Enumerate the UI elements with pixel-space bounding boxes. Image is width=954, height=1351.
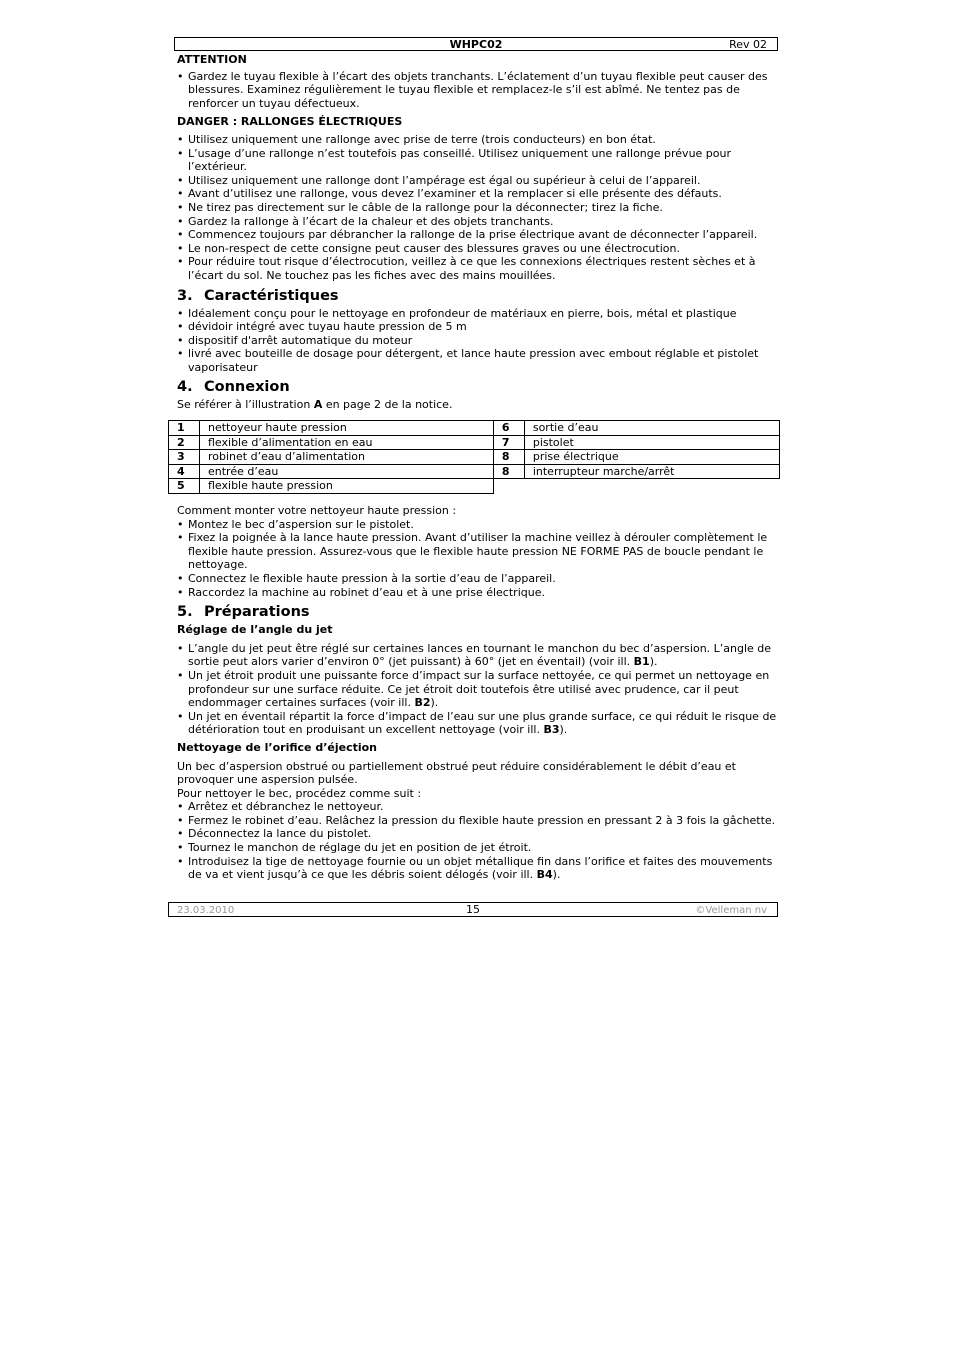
section-5-heading: 5. Préparations	[177, 604, 310, 621]
content-top	[177, 53, 779, 412]
content-bottom	[177, 504, 779, 882]
list-item: • Fixez la poignée à la lance haute pression. Avant d’utiliser la machine veillez à dérouler complètement le flexible haute pression. Assurez-vous que le flexible haute pression NE FORME PAS de boucle pendant le nettoyage.	[177, 531, 779, 572]
list-item: • Un jet en éventail répartit la force d’impact de l’eau sur une plus grande surface, ce qui réduit le risque de détérioration tout en produisant un excellent nettoyage (voir ill. B3).	[177, 710, 779, 737]
nozzle-cleaning-list	[177, 800, 779, 882]
page-footer	[168, 902, 778, 917]
attention-label: ATTENTION	[177, 53, 247, 66]
table-row: 5 flexible haute pression	[169, 479, 780, 494]
danger-list	[177, 133, 779, 283]
page-number: 15	[466, 903, 480, 916]
model-number: WHPC02	[449, 38, 503, 51]
attention-list	[177, 70, 779, 111]
list-item: • Idéalement conçu pour le nettoyage en profondeur de matériaux en pierre, bois, métal et plastique	[177, 307, 779, 321]
table-row: 3 robinet d’eau d’alimentation 8 prise électrique	[169, 450, 780, 465]
jet-angle-list	[177, 642, 779, 737]
list-item: • Pour réduire tout risque d’électrocution, veillez à ce que les connexions électriques restent sèches et à l’écart du sol. Ne touchez pas les fiches avec des mains mouillées.	[177, 255, 779, 282]
table-row: 1 nettoyeur haute pression 6 sortie d’eau	[169, 421, 780, 436]
list-item: • Gardez la rallonge à l’écart de la chaleur et des objets tranchants.	[177, 215, 779, 229]
list-item: • Ne tirez pas directement sur le câble de la rallonge pour la déconnecter; tirez la fiche.	[177, 201, 779, 215]
list-item: • Gardez le tuyau flexible à l’écart des objets tranchants. L’éclatement d’un tuyau flexible peut causer des blessures. Examinez régulièrement le tuyau flexible et remplacez-le s’il est abîmé. Ne tentez pas de renforcer un tuyau défectueux.	[177, 70, 779, 111]
parts-table	[168, 420, 780, 494]
section-3-heading: 3. Caractéristiques	[177, 287, 339, 304]
revision: Rev 02	[729, 38, 767, 51]
footer-date: 23.03.2010	[177, 905, 235, 916]
list-item: • Fermez le robinet d’eau. Relâchez la pression du flexible haute pression en pressant 2 à 3 fois la gâchette.	[177, 814, 779, 828]
list-item: • dévidoir intégré avec tuyau haute pression de 5 m	[177, 320, 779, 334]
list-item: • Déconnectez la lance du pistolet.	[177, 827, 779, 841]
nozzle-cleaning-subheading: Nettoyage de l’orifice d’éjection	[177, 740, 378, 754]
list-item: • Avant d’utilisez une rallonge, vous devez l’examiner et la remplacer si elle présente des défauts.	[177, 187, 779, 201]
list-item: • Le non-respect de cette consigne peut causer des blessures graves ou une électrocution.	[177, 242, 779, 256]
list-item: • Commencez toujours par débrancher la rallonge de la prise électrique avant de déconnecter l’appareil.	[177, 228, 779, 242]
list-item: • Utilisez uniquement une rallonge avec prise de terre (trois conducteurs) en bon état.	[177, 133, 779, 147]
list-item: • Raccordez la machine au robinet d’eau et à une prise électrique.	[177, 586, 779, 600]
list-item: • L’angle du jet peut être réglé sur certaines lances en tournant le manchon du bec d’aspersion. L’angle de sortie peut alors varier d’environ 0° (jet puissant) à 60° (jet en éventail) (voir ill. B1).	[177, 642, 779, 669]
list-item: • Utilisez uniquement une rallonge dont l’ampérage est égal ou supérieur à celui de l’appareil.	[177, 174, 779, 188]
footer-copyright: ©Velleman nv	[695, 905, 767, 916]
list-item: • Tournez le manchon de réglage du jet en position de jet étroit.	[177, 841, 779, 855]
list-item: • Un jet étroit produit une puissante force d’impact sur la surface nettoyée, ce qui permet un nettoyage en profondeur sur une surface réduite. Ce jet étroit doit toutefois être utilisé avec prudence, car il peut endommager certaines surfaces (voir ill. B2).	[177, 669, 779, 710]
features-list	[177, 307, 779, 375]
howto-text: Comment monter votre nettoyeur haute pression :	[177, 504, 457, 517]
list-item: • Connectez le flexible haute pression à la sortie d’eau de l’appareil.	[177, 572, 779, 586]
nozzle-cleaning-steps-intro: Pour nettoyer le bec, procédez comme suit :	[177, 786, 422, 800]
danger-label: DANGER : RALLONGES ÉLECTRIQUES	[177, 115, 403, 129]
table-row: 2 flexible d’alimentation en eau 7 pistolet	[169, 435, 780, 450]
nozzle-cleaning-paragraph: Un bec d’aspersion obstrué ou partiellement obstrué peut réduire considérablement le débit d’eau et provoquer une aspersion pulsée.	[177, 759, 736, 787]
list-item: • Arrêtez et débranchez le nettoyeur.	[177, 800, 779, 814]
assembly-list	[177, 518, 779, 600]
section-4-heading: 4. Connexion	[177, 379, 290, 396]
table-row: 4 entrée d’eau 8 interrupteur marche/arrêt	[169, 464, 780, 479]
list-item: • dispositif d'arrêt automatique du moteur	[177, 334, 779, 348]
list-item: • livré avec bouteille de dosage pour détergent, et lance haute pression avec embout réglable et pistolet vaporisateur	[177, 347, 779, 374]
jet-angle-subheading: Réglage de l’angle du jet	[177, 623, 333, 637]
page-header	[174, 37, 778, 51]
list-item: • Introduisez la tige de nettoyage fournie ou un objet métallique fin dans l’orifice et faites des mouvements de va et vient jusqu’à ce que les débris soient délogés (voir ill. B4).	[177, 855, 779, 882]
list-item: • L’usage d’une rallonge n’est toutefois pas conseillé. Utilisez uniquement une rallonge prévue pour l’extérieur.	[177, 147, 779, 174]
connexion-intro: Se référer à l’illustration A en page 2 de la notice.	[177, 398, 453, 412]
list-item: • Montez le bec d’aspersion sur le pistolet.	[177, 518, 779, 532]
